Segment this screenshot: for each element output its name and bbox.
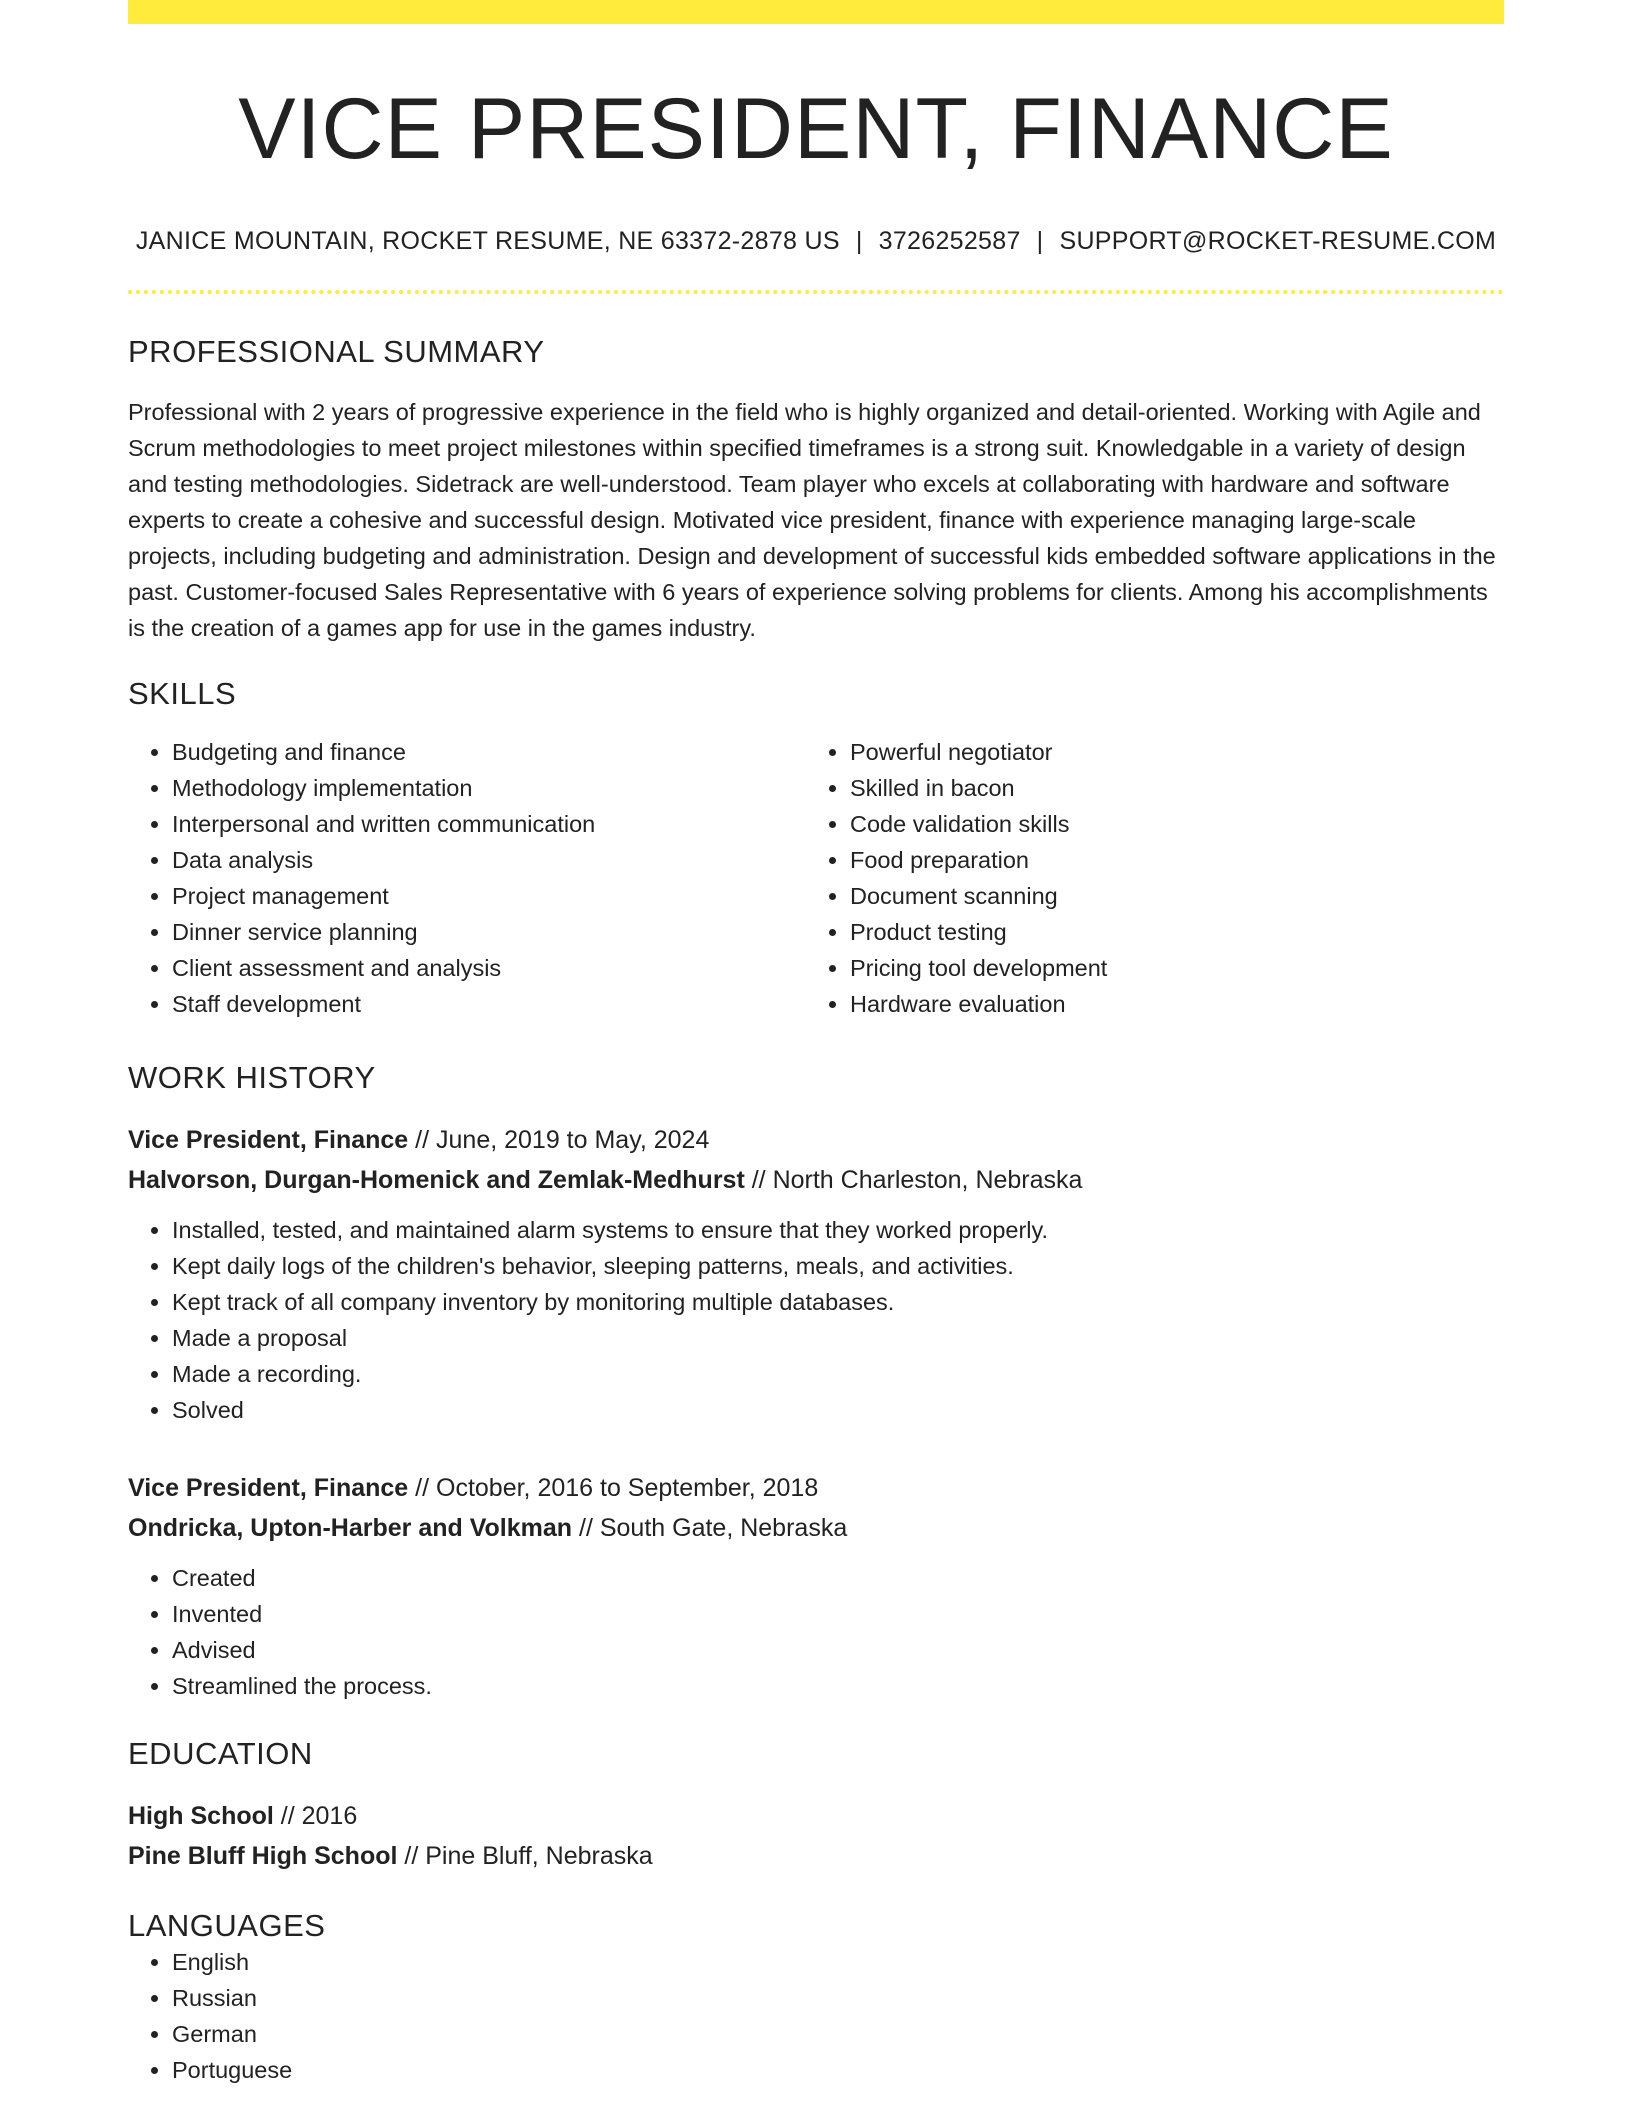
skills-heading: SKILLS xyxy=(128,675,237,711)
job-duty: • Created xyxy=(172,1560,1504,1596)
accent-top-bar xyxy=(128,0,1504,24)
job-title-line xyxy=(128,1468,1504,1508)
language-item: • English xyxy=(172,1944,1504,1980)
language-item: • German xyxy=(172,2016,1504,2052)
skill-item: • Budgeting and finance xyxy=(172,734,806,770)
languages-heading: LANGUAGES xyxy=(128,1907,326,1943)
education-year: // 2016 xyxy=(280,1801,358,1830)
summary-heading: PROFESSIONAL SUMMARY xyxy=(128,333,545,369)
job-dates: // October, 2016 to September, 2018 xyxy=(415,1473,819,1502)
skill-item: • Methodology implementation xyxy=(172,770,806,806)
job-duty: • Installed, tested, and maintained alarm systems to ensure that they worked properly. xyxy=(172,1212,1504,1248)
skill-item: • Product testing xyxy=(850,914,1484,950)
job-title-line xyxy=(128,1120,1504,1160)
job-entry xyxy=(128,1120,1504,1428)
skill-item: • Client assessment and analysis xyxy=(172,950,806,986)
education-school-line xyxy=(128,1836,1504,1876)
skills-grid xyxy=(128,734,1504,1022)
job-company: Ondricka, Upton-Harber and Volkman xyxy=(128,1513,573,1542)
work-history-heading: WORK HISTORY xyxy=(128,1059,376,1095)
contact-email: SUPPORT@ROCKET-RESUME.COM xyxy=(1059,226,1497,255)
education-school: Pine Bluff High School xyxy=(128,1841,398,1870)
education-location: // Pine Bluff, Nebraska xyxy=(404,1841,653,1870)
job-location: // South Gate, Nebraska xyxy=(579,1513,848,1542)
contact-line xyxy=(128,227,1504,256)
education-degree-line xyxy=(128,1796,1504,1836)
job-dates: // June, 2019 to May, 2024 xyxy=(415,1125,710,1154)
skill-item: • Interpersonal and written communication xyxy=(172,806,806,842)
job-duty: • Kept daily logs of the children's behavior, sleeping patterns, meals, and activities. xyxy=(172,1248,1504,1284)
language-item: • Portuguese xyxy=(172,2052,1504,2088)
resume-page xyxy=(128,0,1504,2088)
contact-separator: | xyxy=(855,226,863,255)
job-duty: • Advised xyxy=(172,1632,1504,1668)
job-company-line xyxy=(128,1508,1504,1548)
skills-column-right xyxy=(806,734,1484,1022)
contact-separator: | xyxy=(1036,226,1044,255)
skill-item: • Project management xyxy=(172,878,806,914)
skill-item: • Code validation skills xyxy=(850,806,1484,842)
education-heading: EDUCATION xyxy=(128,1735,313,1771)
job-duty: • Made a proposal xyxy=(172,1320,1504,1356)
job-company: Halvorson, Durgan-Homenick and Zemlak-Medhurst xyxy=(128,1165,745,1194)
job-location: // North Charleston, Nebraska xyxy=(751,1165,1083,1194)
job-entry xyxy=(128,1468,1504,1704)
skill-item: • Food preparation xyxy=(850,842,1484,878)
job-company-line xyxy=(128,1160,1504,1200)
contact-address: JANICE MOUNTAIN, ROCKET RESUME, NE 63372-2878 US xyxy=(135,226,840,255)
job-duties-list xyxy=(128,1212,1504,1428)
skill-item: • Powerful negotiator xyxy=(850,734,1484,770)
skill-item: • Pricing tool development xyxy=(850,950,1484,986)
education-degree: High School xyxy=(128,1801,274,1830)
resume-title: VICE PRESIDENT, FINANCE xyxy=(238,81,1394,177)
job-duty: • Invented xyxy=(172,1596,1504,1632)
job-title: Vice President, Finance xyxy=(128,1125,409,1154)
skill-item: • Skilled in bacon xyxy=(850,770,1484,806)
skill-item: • Dinner service planning xyxy=(172,914,806,950)
education-entry xyxy=(128,1796,1504,1876)
skills-column-left xyxy=(128,734,806,1022)
summary-text: Professional with 2 years of progressive experience in the field who is highly organized and detail-oriented. Working with Agile and Scrum methodologies to meet project milestones within specified timeframes is a strong suit. Knowledgable in a variety of design and testing methodologies. Sidetrack are well-understood. Team player who excels at collaborating with hardware and software experts to create a cohesive and successful design. Motivated vice president, finance with experience managing large-scale projects, including budgeting and administration. Design and development of successful kids embedded software applications in the past. Customer-focused Sales Representative with 6 years of experience solving problems for clients. Among his accomplishments is the creation of a games app for use in the games industry. xyxy=(128,398,1496,641)
job-duty: • Solved xyxy=(172,1392,1504,1428)
skill-item: • Staff development xyxy=(172,986,806,1022)
language-item: • Russian xyxy=(172,1980,1504,2016)
job-duty: • Kept track of all company inventory by monitoring multiple databases. xyxy=(172,1284,1504,1320)
languages-list xyxy=(128,1944,1504,2088)
job-duty: • Streamlined the process. xyxy=(172,1668,1504,1704)
job-duties-list xyxy=(128,1560,1504,1704)
header-divider xyxy=(128,290,1504,294)
job-title: Vice President, Finance xyxy=(128,1473,409,1502)
contact-phone: 3726252587 xyxy=(878,226,1021,255)
skill-item: • Hardware evaluation xyxy=(850,986,1484,1022)
skill-item: • Document scanning xyxy=(850,878,1484,914)
skill-item: • Data analysis xyxy=(172,842,806,878)
job-duty: • Made a recording. xyxy=(172,1356,1504,1392)
